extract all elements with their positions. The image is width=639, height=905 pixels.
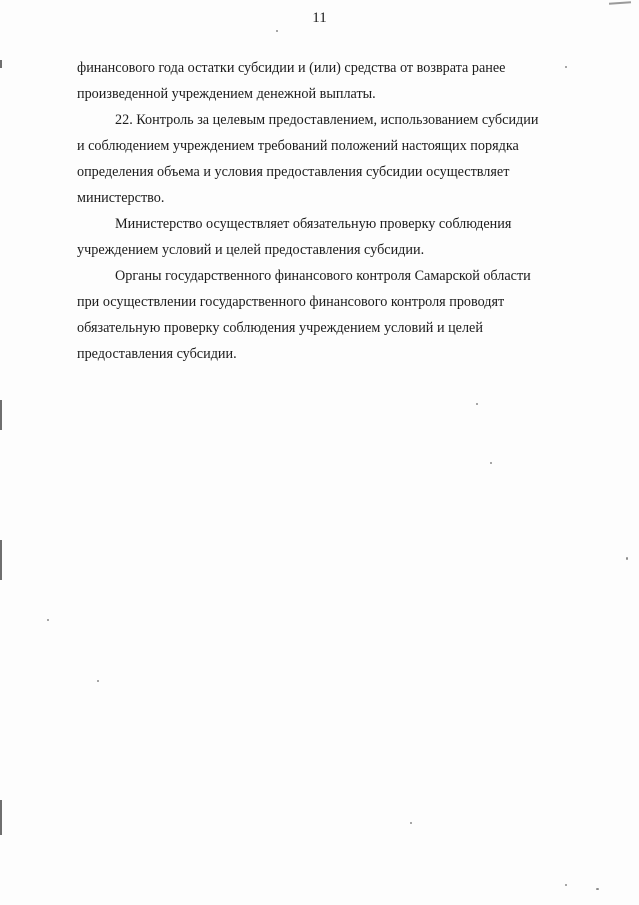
text-line: министерство.	[77, 190, 165, 206]
paragraph-clause-22	[77, 107, 563, 211]
scan-artifact	[565, 66, 567, 68]
text-line: 22. Контроль за целевым предоставлением, использованием субсидии	[115, 112, 539, 128]
scan-artifact	[0, 800, 2, 835]
scan-artifact	[276, 30, 278, 32]
text-line: Министерство осуществляет обязательную проверку соблюдения	[115, 216, 512, 232]
scan-artifact	[609, 1, 631, 5]
scan-artifact	[410, 822, 412, 824]
scan-artifact	[47, 619, 49, 621]
scan-artifact	[596, 888, 599, 890]
text-line: и соблюдением учреждением требований положений настоящих порядка	[77, 138, 519, 154]
text-line: при осуществлении государственного финансового контроля проводят	[77, 294, 505, 310]
text-line: произведенной учреждением денежной выплаты.	[77, 86, 376, 102]
text-line: предоставления субсидии.	[77, 346, 237, 362]
text-line: определения объема и условия предоставления субсидии осуществляет	[77, 164, 510, 180]
scan-artifact	[565, 884, 567, 886]
scan-artifact	[490, 462, 492, 464]
text-line: Органы государственного финансового контроля Самарской области	[115, 268, 531, 284]
page-number: 11	[312, 10, 327, 26]
text-line: обязательную проверку соблюдения учреждением условий и целей	[77, 320, 483, 336]
scan-artifact	[0, 540, 2, 580]
scan-artifact	[626, 557, 628, 560]
paragraph-ministry-check	[77, 211, 563, 263]
scan-artifact	[97, 680, 99, 682]
paragraph-financial-control	[77, 263, 563, 367]
scan-artifact	[0, 400, 2, 430]
paragraph-continuation	[77, 55, 563, 107]
scan-artifact	[0, 60, 2, 68]
text-line: финансового года остатки субсидии и (или) средства от возврата ранее	[77, 60, 506, 76]
text-line: учреждением условий и целей предоставления субсидии.	[77, 242, 425, 258]
scan-artifact	[476, 403, 478, 405]
body-text	[77, 55, 563, 367]
